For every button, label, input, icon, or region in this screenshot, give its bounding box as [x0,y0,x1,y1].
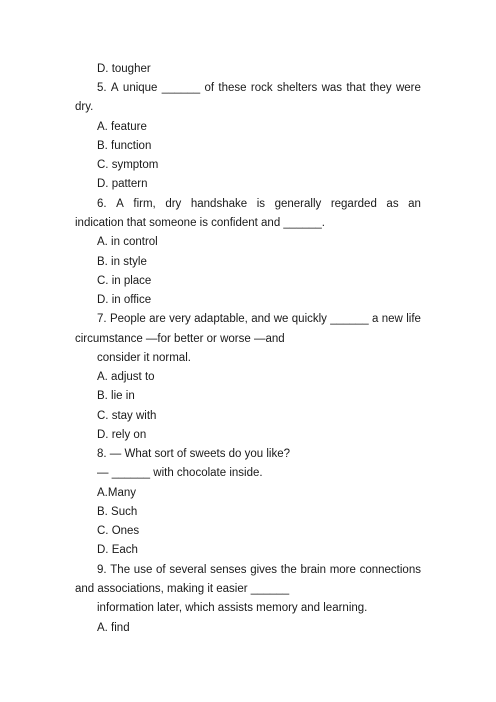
q6-question-line-2: indication that someone is confident and ______. [75,217,325,229]
word: 6. [97,198,107,210]
word: 5. [97,82,107,94]
q8-option-c: C. Ones [97,525,140,537]
q5-option-d: D. pattern [97,178,148,190]
q6-question-line-1 [97,195,421,214]
q8-question-line-1: 8. — What sort of sweets do you like? [97,448,291,460]
q5-option-c: C. symptom [97,159,159,171]
word: were [395,82,421,94]
q7-question-line-2: circumstance —for better or worse —and [75,333,285,345]
word: People [109,313,146,325]
word: of [204,82,215,94]
word: connections [359,564,421,576]
word: a [372,313,379,325]
word: more [329,564,356,576]
q5-question-line-2: dry. [75,101,94,113]
q5-option-a: A. feature [97,121,147,133]
word: ______ [330,313,369,325]
word: A [116,198,124,210]
q7-question-line-1 [97,310,421,329]
q7-option-d: D. rely on [97,429,147,441]
word: very [169,313,191,325]
word: was [321,82,343,94]
word: of [156,564,166,576]
q6-option-d: D. in office [97,294,152,306]
word: regarded [330,198,377,210]
word: generally [274,198,322,210]
word: unique [122,82,158,94]
word: shelters [276,82,318,94]
word: use [133,564,153,576]
q8-question-line-2: — ______ with chocolate inside. [97,467,263,479]
word: firm, [133,198,156,210]
q8-option-a: A.Many [97,487,136,499]
word: and [251,313,271,325]
q7-question-line-3: consider it normal. [97,352,191,364]
q8-option-b: B. Such [97,506,138,518]
q9-question-line-2: and associations, making it easier ______ [75,583,290,595]
word: quickly [291,313,327,325]
q6-option-a: A. in control [97,236,158,248]
q6-option-c: C. in place [97,275,152,287]
q9-question-line-1 [97,561,421,580]
q7-option-c: C. stay with [97,410,157,422]
word: as [386,198,399,210]
word: dry [165,198,182,210]
word: ______ [161,82,201,94]
word: they [369,82,392,94]
q7-option-b: B. lie in [97,390,135,402]
word: rock [250,82,273,94]
word: life [406,313,421,325]
word: we [273,313,289,325]
word: the [280,564,297,576]
word: gives [250,564,278,576]
q9-option-a: A. find [97,622,130,634]
q7-option-a: A. adjust to [97,371,155,383]
word: new [381,313,403,325]
word: 9. [97,564,107,576]
word: handshake [190,198,248,210]
word: senses [210,564,247,576]
word: are [149,313,166,325]
word: brain [300,564,327,576]
q4-option-d: D. tougher [97,63,151,75]
q8-option-d: D. Each [97,544,138,556]
word: A [110,82,119,94]
word: several [169,564,207,576]
q5-option-b: B. function [97,140,152,152]
word: is [256,198,266,210]
word: adaptable, [194,313,248,325]
word: these [218,82,247,94]
q9-question-line-3: information later, which assists memory and learning. [97,602,368,614]
q5-question-line-1 [97,79,421,98]
word: an [408,198,421,210]
word: that [346,82,366,94]
q6-option-b: B. in style [97,256,147,268]
word: 7. [97,313,107,325]
word: The [110,564,131,576]
